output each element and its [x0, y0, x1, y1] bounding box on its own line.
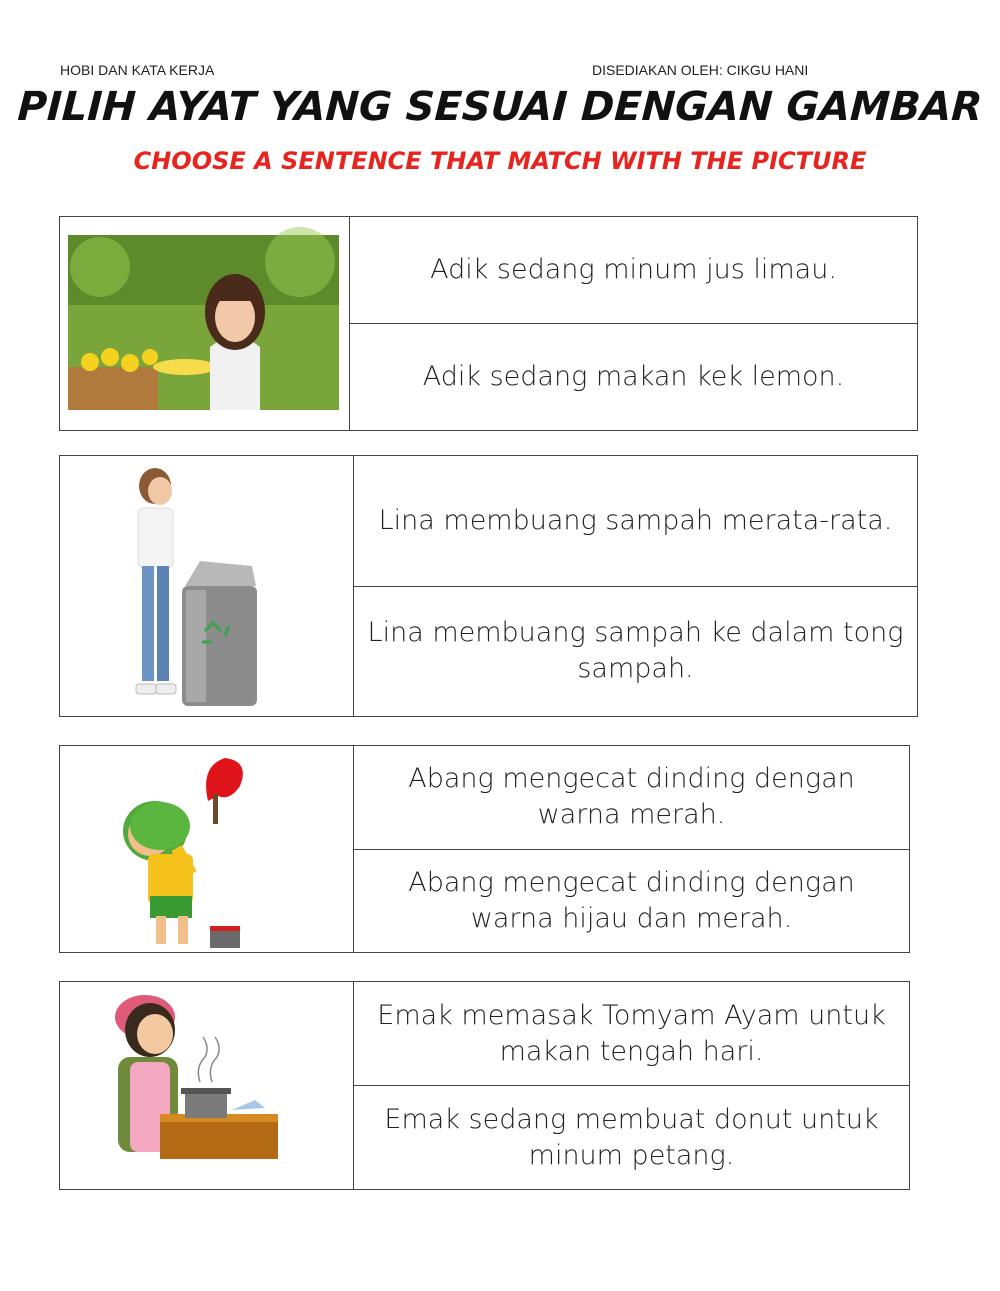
- options-list-4: [354, 982, 909, 1189]
- option-4a[interactable]: Emak memasak Tomyam Ayam untuk makan tengah hari.: [377, 999, 886, 1067]
- option-3a[interactable]: Abang mengecat dinding dengan warna merah.: [408, 763, 855, 831]
- picture-girl-throwing-rubbish: [60, 456, 354, 716]
- picture-mother-cooking: [60, 982, 354, 1189]
- option-3b[interactable]: Abang mengecat dinding dengan warna hijau dan merah.: [354, 849, 909, 953]
- question-card-1: [59, 216, 918, 431]
- option-2b[interactable]: Lina membuang sampah ke dalam tong sampah.: [354, 586, 917, 717]
- question-card-3: [59, 745, 910, 953]
- page-subtitle: CHOOSE A SENTENCE THAT MATCH WITH THE PICTURE: [133, 147, 867, 175]
- options-list-1: [350, 217, 917, 430]
- option-1b[interactable]: Adik sedang makan kek lemon.: [350, 323, 917, 430]
- page-title: PILIH AYAT YANG SESUAI DENGAN GAMBAR: [16, 84, 984, 130]
- option-1a[interactable]: Adik sedang minum jus limau.: [430, 254, 837, 285]
- question-card-2: [59, 455, 918, 717]
- options-list-3: [354, 746, 909, 952]
- options-list-2: [354, 456, 917, 716]
- worksheet-author: DISEDIAKAN OLEH: CIKGU HANI: [592, 62, 809, 78]
- option-4b[interactable]: Emak sedang membuat donut untuk minum petang.: [354, 1085, 909, 1189]
- picture-girl-eating-lemon-cake: [60, 217, 350, 430]
- option-2a[interactable]: Lina membuang sampah merata-rata.: [378, 504, 893, 536]
- picture-boy-painting-wall: [60, 746, 354, 952]
- worksheet-topic: HOBI DAN KATA KERJA: [60, 62, 215, 78]
- question-card-4: [59, 981, 910, 1190]
